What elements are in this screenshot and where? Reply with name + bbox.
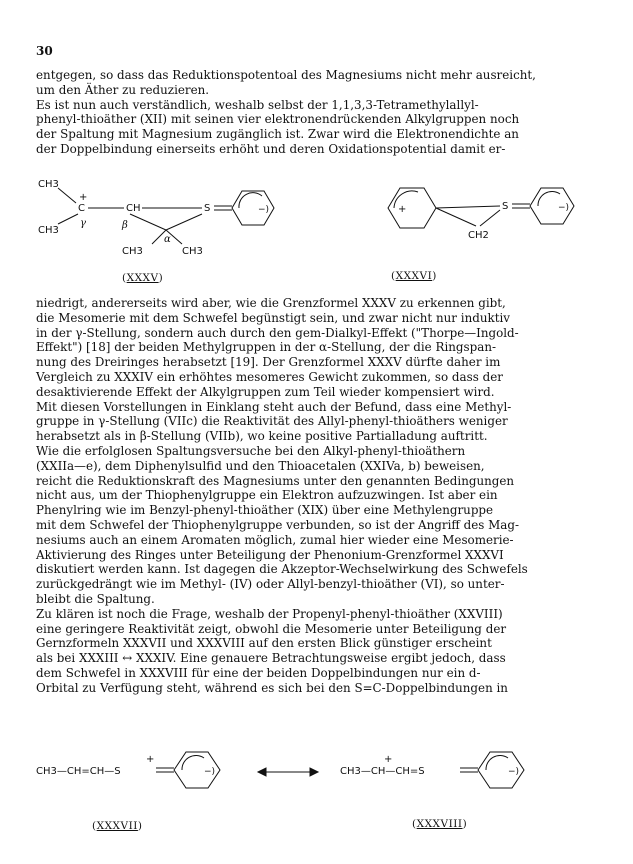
xxxvii-formula: CH3—CH=CH—S [36, 766, 121, 777]
paragraph-top [36, 68, 601, 157]
caption-xxxv: (XXXV) [122, 272, 164, 284]
paragraph-main [36, 296, 601, 696]
page-number: 30 [36, 44, 53, 58]
text-line: nicht aus, um der Thiophenylgruppe ein Elektron aufzuzwingen. Ist aber ein [36, 488, 498, 503]
xxxvii-ring-arc [182, 755, 204, 770]
text-line: Orbital zu Verfügung steht, während es sich bei den S=C-Doppelbindungen in [36, 680, 508, 695]
xxxviii-ring-arc [486, 755, 508, 770]
text-line: zurückgedrängt wie im Methyl- (IV) oder Allyl-benzyl-thioäther (VI), so unter- [36, 577, 505, 592]
text-line: herabsetzt als in β-Stellung (VIIb), wo keine positive Partialladung auftritt. [36, 429, 488, 444]
caption-xxxvii-label: XXXVII [96, 820, 138, 832]
text-line: der Doppelbindung einerseits erhöht und deren Oxidationspotential damit er- [36, 141, 506, 156]
text-line: niedrigt, andererseits wird aber, wie die Grenzformel XXXV zu erkennen gibt, [36, 296, 506, 310]
xxxv-ch: CH [126, 203, 141, 214]
xxxviii-ring-minus: −) [508, 767, 520, 777]
resonance-arrow-right-head [310, 768, 318, 776]
xxxvi-ring-minus: −) [558, 203, 570, 213]
xxxv-bond-ring-right [166, 214, 202, 230]
text-line: als bei XXXIII ↔ XXXIV. Eine genauere Betrachtungsweise ergibt jedoch, dass [36, 651, 506, 666]
xxxviii-plus: + [384, 754, 393, 765]
xxxvi-bond-top [436, 206, 500, 208]
resonance-arrow [258, 766, 318, 778]
text-line: der Spaltung mit Magnesium zugänglich ist. Zwar wird die Elektronendichte an [36, 127, 519, 142]
xxxvi-bond-ch2-right [480, 210, 500, 226]
xxxv-plus: + [79, 192, 88, 203]
text-line: Mit diesen Vorstellungen in Einklang steht auch der Befund, dass eine Methyl- [36, 399, 512, 414]
xxxvi-ch2: CH2 [468, 230, 489, 241]
xxxvi-bond-ch2-left [436, 208, 476, 226]
text-line: entgegen, so dass das Reduktionspotentoal des Magnesiums nicht mehr ausreicht, [36, 68, 536, 82]
text-line: die Mesomerie mit dem Schwefel begünstigt sein, und zwar nicht nur induktiv [36, 310, 510, 325]
resonance-arrow-left-head [258, 768, 266, 776]
xxxv-bond-left [58, 214, 78, 224]
text-line: reicht die Reduktionskraft des Magnesiums unter den genannten Bedingungen [36, 473, 515, 488]
xxxvii-ring-minus: −) [204, 767, 216, 777]
caption-xxxviii: (XXXVIII) [412, 818, 468, 830]
structure-xxxvii [36, 752, 256, 812]
xxxv-s: S [204, 203, 211, 214]
text-line: mit dem Schwefel der Thiophenylgruppe verbunden, so ist der Angriff des Mag- [36, 517, 520, 532]
xxxv-alpha: α [164, 234, 171, 245]
xxxvi-ring-right-arc [538, 191, 560, 206]
text-line: Vergleich zu XXXIV ein erhöhtes mesomeres Gewicht zukommen, so dass der [36, 369, 503, 384]
text-line: phenyl-thioäther (XII) mit seinen vier elektronendrückenden Alkylgruppen noch [36, 112, 520, 127]
text-line: um den Äther zu reduzieren. [36, 82, 210, 97]
xxxvi-ring-left [388, 188, 436, 228]
structure-xxxvi [380, 182, 610, 262]
text-line: Aktivierung des Ringes unter Beteiligung der Phenonium-Grenzformel XXXVI [36, 547, 504, 562]
xxxv-ch3-left: CH3 [38, 225, 59, 236]
structure-xxxv [36, 178, 336, 288]
text-line: nung des Dreiringes herabsetzt [19]. Der Grenzformel XXXV dürfte daher im [36, 355, 501, 370]
xxxv-ch3-bottom-right: CH3 [182, 246, 203, 257]
xxxviii-formula: CH3—CH—CH=S [340, 766, 425, 777]
xxxvi-plus: + [398, 204, 407, 215]
caption-xxxvi: (XXXVI) [391, 270, 437, 282]
xxxv-c: C [78, 203, 85, 214]
xxxv-bond-ring-left [130, 214, 166, 230]
text-line: Wie die erfolglosen Spaltungsversuche bei den Alkyl-phenyl-thioäthern [36, 443, 466, 458]
text-line: diskutiert werden kann. Ist dagegen die Akzeptor-Wechselwirkung des Schwefels [36, 562, 528, 577]
text-line: Gernzformeln XXXVII und XXXVIII auf den ersten Blick günstiger erscheint [36, 636, 492, 651]
text-line: bleibt die Spaltung. [36, 591, 155, 606]
caption-xxxvii: (XXXVII) [92, 820, 143, 832]
xxxvii-plus: + [146, 754, 155, 765]
caption-xxxv-label: XXXV [126, 272, 159, 284]
text-line: gruppe in γ-Stellung (VIIc) die Reaktivität des Allyl-phenyl-thioäthers weniger [36, 414, 508, 429]
text-line: nesiums auch an einem Aromaten möglich, zumal hier wieder eine Mesomerie- [36, 532, 514, 547]
xxxv-ch3-bottom-left: CH3 [122, 246, 143, 257]
structure-xxxviii [340, 752, 570, 812]
xxxv-ch3-top: CH3 [38, 179, 59, 190]
text-line: Zu klären ist noch die Frage, weshalb der Propenyl-phenyl-thioäther (XXVIII) [36, 606, 503, 621]
xxxv-bond-top [58, 188, 76, 203]
text-line: Effekt") [18] der beiden Methylgruppen in der α-Stellung, der die Ringspan- [36, 340, 496, 355]
caption-xxxvi-label: XXXVI [395, 270, 433, 282]
text-line: (XXIIa—e), dem Diphenylsulfid und den Thioacetalen (XXIVa, b) beweisen, [36, 458, 485, 473]
text-line: desaktivierende Effekt der Alkylgruppen zum Teil wieder kompensiert wird. [36, 384, 495, 399]
text-line: eine geringere Reaktivität zeigt, obwohl die Mesomerie unter Beteiligung der [36, 621, 507, 636]
text-line: Es ist nun auch verständlich, weshalb selbst der 1,1,3,3-Tetramethylallyl- [36, 97, 479, 112]
xxxv-beta: β [122, 220, 128, 231]
text-line: in der γ-Stellung, sondern auch durch den gem-Dialkyl-Effekt ("Thorpe—Ingold- [36, 325, 519, 340]
xxxv-ring-minus: −) [258, 205, 270, 215]
caption-xxxviii-label: XXXVIII [416, 818, 463, 830]
xxxvi-s: S [502, 201, 509, 212]
text-line: Phenylring wie im Benzyl-phenyl-thioäther (XIX) über eine Methylengruppe [36, 503, 494, 518]
xxxv-gamma: γ [80, 218, 86, 229]
text-line: dem Schwefel in XXXVIII für eine der beiden Doppelbindungen nur ein d- [36, 665, 481, 680]
